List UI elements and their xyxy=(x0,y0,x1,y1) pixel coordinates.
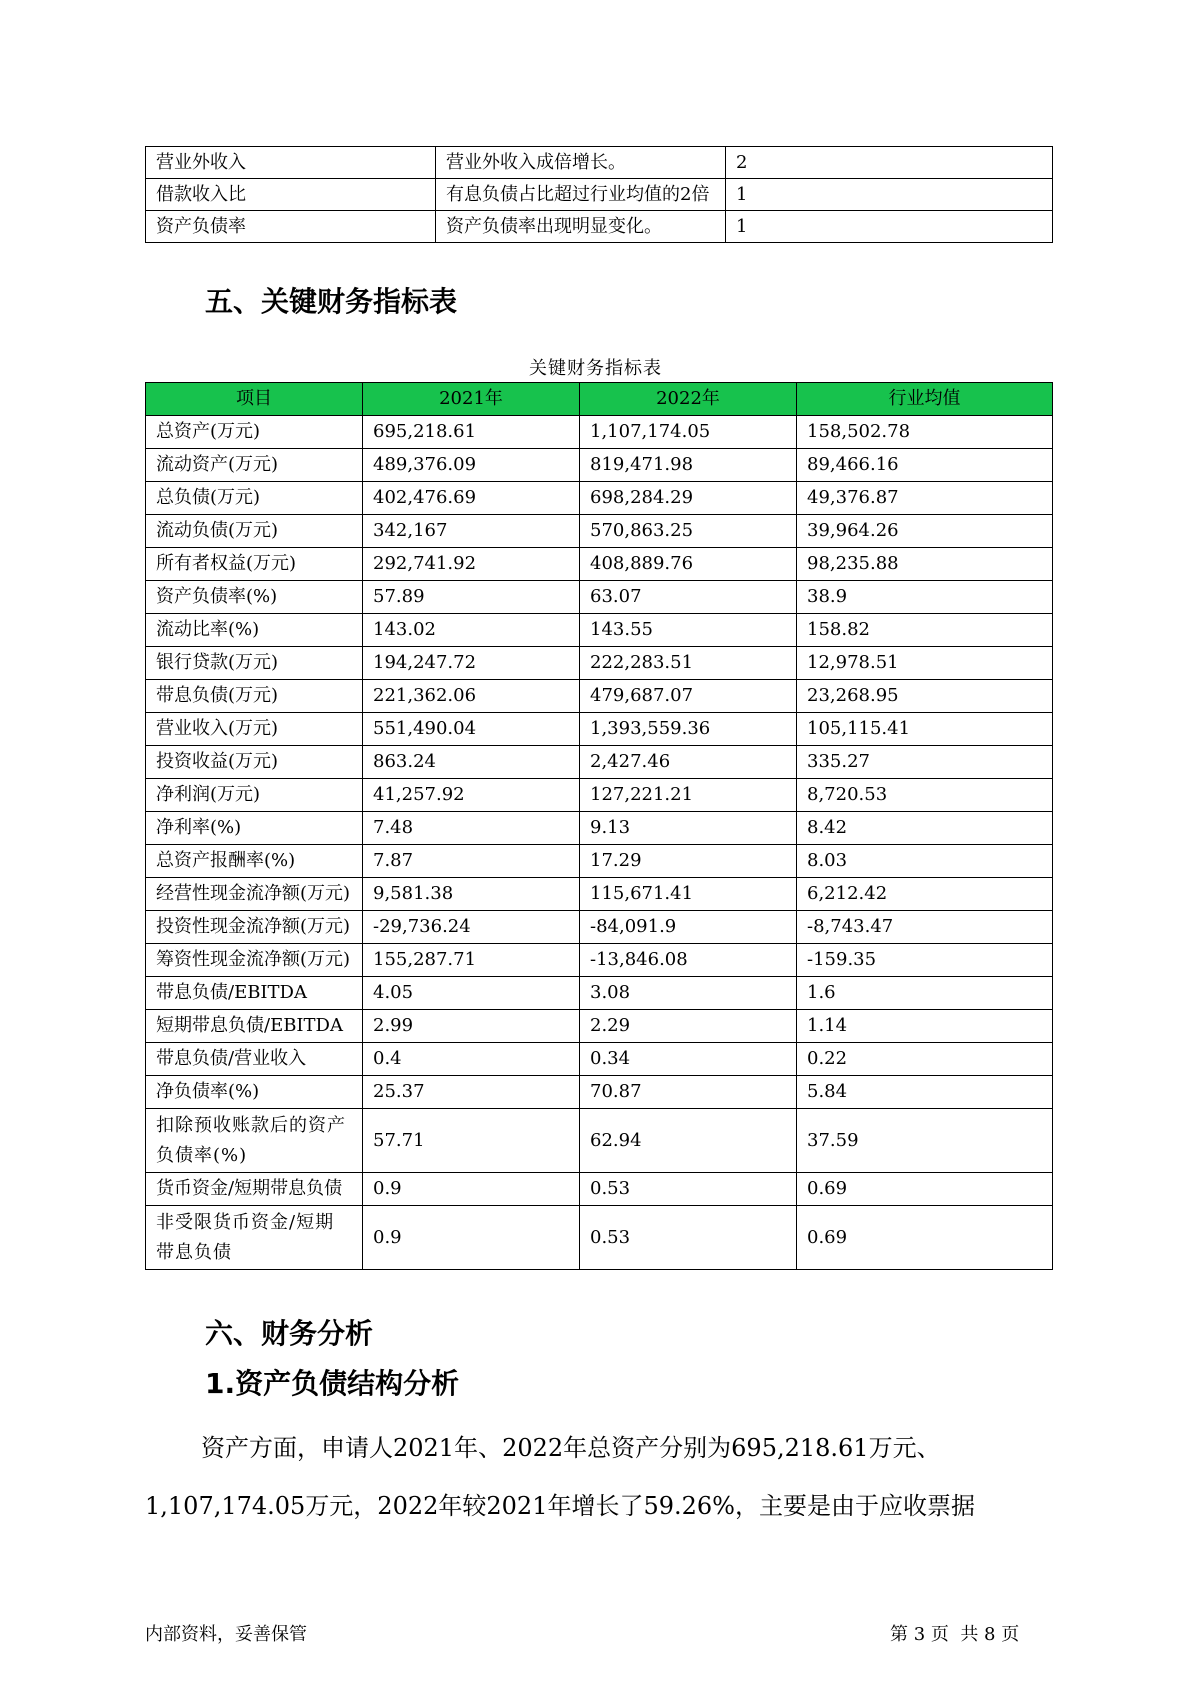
value-cell: 402,476.69 xyxy=(363,482,580,515)
row-label-cell: 筹资性现金流净额(万元) xyxy=(146,944,363,977)
table-row xyxy=(146,482,1053,515)
value-cell: 194,247.72 xyxy=(363,647,580,680)
table-row xyxy=(146,1206,1053,1270)
value-cell: 342,167 xyxy=(363,515,580,548)
row-label-cell: 借款收入比 xyxy=(146,179,436,211)
table-row xyxy=(146,779,1053,812)
paragraph-line: 资产方面，申请人2021年、2022年总资产分别为695,218.61万元、 xyxy=(201,1434,941,1462)
value-cell: 62.94 xyxy=(580,1109,797,1173)
value-cell: 89,466.16 xyxy=(797,449,1053,482)
value-cell: 98,235.88 xyxy=(797,548,1053,581)
table-row xyxy=(146,911,1053,944)
row-label-cell: 总资产(万元) xyxy=(146,416,363,449)
value-cell: 0.9 xyxy=(363,1173,580,1206)
value-cell: 570,863.25 xyxy=(580,515,797,548)
value-cell: 4.05 xyxy=(363,977,580,1010)
value-cell: -8,743.47 xyxy=(797,911,1053,944)
value-cell: 0.4 xyxy=(363,1043,580,1076)
table-row xyxy=(146,713,1053,746)
table-row xyxy=(146,147,1053,179)
value-cell: 23,268.95 xyxy=(797,680,1053,713)
table-row xyxy=(146,211,1053,243)
row-label-cell: 流动资产(万元) xyxy=(146,449,363,482)
footer-confidential-note: 内部资料，妥善保管 xyxy=(145,1624,307,1645)
row-label-cell: 资产负债率 xyxy=(146,211,436,243)
value-cell: 2.99 xyxy=(363,1010,580,1043)
table-row xyxy=(146,1076,1053,1109)
value-cell: 1 xyxy=(726,179,1053,211)
row-label-cell: 营业外收入 xyxy=(146,147,436,179)
row-label-cell: 净利润(万元) xyxy=(146,779,363,812)
value-cell: 2,427.46 xyxy=(580,746,797,779)
row-label-cell: 经营性现金流净额(万元) xyxy=(146,878,363,911)
value-cell: 17.29 xyxy=(580,845,797,878)
row-label-cell: 非受限货币资金/短期带息负债 xyxy=(146,1206,363,1270)
value-cell: 0.53 xyxy=(580,1173,797,1206)
value-cell: 695,218.61 xyxy=(363,416,580,449)
table-row xyxy=(146,812,1053,845)
table-row xyxy=(146,1043,1053,1076)
value-cell: 158.82 xyxy=(797,614,1053,647)
row-label-cell: 短期带息负债/EBITDA xyxy=(146,1010,363,1043)
value-cell: 57.89 xyxy=(363,581,580,614)
value-cell: 408,889.76 xyxy=(580,548,797,581)
value-cell: 292,741.92 xyxy=(363,548,580,581)
value-cell: 49,376.87 xyxy=(797,482,1053,515)
table-row xyxy=(146,680,1053,713)
value-cell: 8.42 xyxy=(797,812,1053,845)
value-cell: 7.87 xyxy=(363,845,580,878)
value-cell: 1,107,174.05 xyxy=(580,416,797,449)
table-row xyxy=(146,548,1053,581)
table-header-row xyxy=(146,383,1053,416)
section-5-heading: 五、关键财务指标表 xyxy=(205,285,458,318)
value-cell: 有息负债占比超过行业均值的2倍 xyxy=(436,179,726,211)
risk-indicator-table xyxy=(145,146,1053,243)
key-financial-indicators-table xyxy=(145,382,1053,1270)
table-row xyxy=(146,449,1053,482)
value-cell: 0.22 xyxy=(797,1043,1053,1076)
value-cell: 698,284.29 xyxy=(580,482,797,515)
row-label-cell: 总资产报酬率(%) xyxy=(146,845,363,878)
value-cell: 479,687.07 xyxy=(580,680,797,713)
value-cell: 143.55 xyxy=(580,614,797,647)
value-cell: 158,502.78 xyxy=(797,416,1053,449)
value-cell: 8,720.53 xyxy=(797,779,1053,812)
row-label-cell: 银行贷款(万元) xyxy=(146,647,363,680)
value-cell: 资产负债率出现明显变化。 xyxy=(436,211,726,243)
table-row xyxy=(146,845,1053,878)
value-cell: 7.48 xyxy=(363,812,580,845)
header-cell: 行业均值 xyxy=(797,383,1053,416)
value-cell: -159.35 xyxy=(797,944,1053,977)
value-cell: 0.69 xyxy=(797,1206,1053,1270)
row-label-cell: 所有者权益(万元) xyxy=(146,548,363,581)
value-cell: -29,736.24 xyxy=(363,911,580,944)
value-cell: 1.6 xyxy=(797,977,1053,1010)
value-cell: 819,471.98 xyxy=(580,449,797,482)
value-cell: 5.84 xyxy=(797,1076,1053,1109)
value-cell: 12,978.51 xyxy=(797,647,1053,680)
value-cell: 127,221.21 xyxy=(580,779,797,812)
row-label-cell: 资产负债率(%) xyxy=(146,581,363,614)
row-label-cell: 扣除预收账款后的资产负债率(%) xyxy=(146,1109,363,1173)
value-cell: 1,393,559.36 xyxy=(580,713,797,746)
table-row xyxy=(146,746,1053,779)
value-cell: 0.69 xyxy=(797,1173,1053,1206)
table-row xyxy=(146,515,1053,548)
row-label-cell: 带息负债/EBITDA xyxy=(146,977,363,1010)
value-cell: 551,490.04 xyxy=(363,713,580,746)
value-cell: 25.37 xyxy=(363,1076,580,1109)
value-cell: -13,846.08 xyxy=(580,944,797,977)
row-label-cell: 投资收益(万元) xyxy=(146,746,363,779)
row-label-cell: 投资性现金流净额(万元) xyxy=(146,911,363,944)
value-cell: 63.07 xyxy=(580,581,797,614)
row-label-cell: 带息负债(万元) xyxy=(146,680,363,713)
value-cell: 222,283.51 xyxy=(580,647,797,680)
value-cell: 2.29 xyxy=(580,1010,797,1043)
header-cell: 2021年 xyxy=(363,383,580,416)
value-cell: 2 xyxy=(726,147,1053,179)
table-caption: 关键财务指标表 xyxy=(529,358,662,379)
value-cell: 3.08 xyxy=(580,977,797,1010)
value-cell: 115,671.41 xyxy=(580,878,797,911)
table-row xyxy=(146,977,1053,1010)
value-cell: 0.34 xyxy=(580,1043,797,1076)
value-cell: 41,257.92 xyxy=(363,779,580,812)
value-cell: -84,091.9 xyxy=(580,911,797,944)
value-cell: 0.53 xyxy=(580,1206,797,1270)
header-cell: 项目 xyxy=(146,383,363,416)
value-cell: 9.13 xyxy=(580,812,797,845)
table-row xyxy=(146,878,1053,911)
value-cell: 1.14 xyxy=(797,1010,1053,1043)
table-row xyxy=(146,1173,1053,1206)
table-row xyxy=(146,179,1053,211)
value-cell: 39,964.26 xyxy=(797,515,1053,548)
value-cell: 37.59 xyxy=(797,1109,1053,1173)
value-cell: 1 xyxy=(726,211,1053,243)
subsection-heading: 1.资产负债结构分析 xyxy=(205,1367,460,1400)
value-cell: 70.87 xyxy=(580,1076,797,1109)
row-label-cell: 流动负债(万元) xyxy=(146,515,363,548)
value-cell: 营业外收入成倍增长。 xyxy=(436,147,726,179)
row-label-cell: 带息负债/营业收入 xyxy=(146,1043,363,1076)
value-cell: 8.03 xyxy=(797,845,1053,878)
row-label-cell: 货币资金/短期带息负债 xyxy=(146,1173,363,1206)
row-label-cell: 流动比率(%) xyxy=(146,614,363,647)
value-cell: 38.9 xyxy=(797,581,1053,614)
section-6-heading: 六、财务分析 xyxy=(205,1317,374,1350)
row-label-cell: 营业收入(万元) xyxy=(146,713,363,746)
row-label-cell: 净利率(%) xyxy=(146,812,363,845)
value-cell: 143.02 xyxy=(363,614,580,647)
table-row xyxy=(146,647,1053,680)
table-row xyxy=(146,944,1053,977)
value-cell: 155,287.71 xyxy=(363,944,580,977)
value-cell: 6,212.42 xyxy=(797,878,1053,911)
page-number: 第 3 页 共 8 页 xyxy=(890,1624,1020,1645)
value-cell: 489,376.09 xyxy=(363,449,580,482)
value-cell: 863.24 xyxy=(363,746,580,779)
table-row xyxy=(146,581,1053,614)
value-cell: 105,115.41 xyxy=(797,713,1053,746)
row-label-cell: 总负债(万元) xyxy=(146,482,363,515)
table-row xyxy=(146,1109,1053,1173)
value-cell: 221,362.06 xyxy=(363,680,580,713)
row-label-cell: 净负债率(%) xyxy=(146,1076,363,1109)
paragraph-line: 1,107,174.05万元，2022年较2021年增长了59.26%，主要是由于应收票据 xyxy=(145,1492,975,1520)
value-cell: 0.9 xyxy=(363,1206,580,1270)
value-cell: 9,581.38 xyxy=(363,878,580,911)
header-cell: 2022年 xyxy=(580,383,797,416)
table-row xyxy=(146,1010,1053,1043)
table-row xyxy=(146,614,1053,647)
table-row xyxy=(146,416,1053,449)
value-cell: 335.27 xyxy=(797,746,1053,779)
value-cell: 57.71 xyxy=(363,1109,580,1173)
